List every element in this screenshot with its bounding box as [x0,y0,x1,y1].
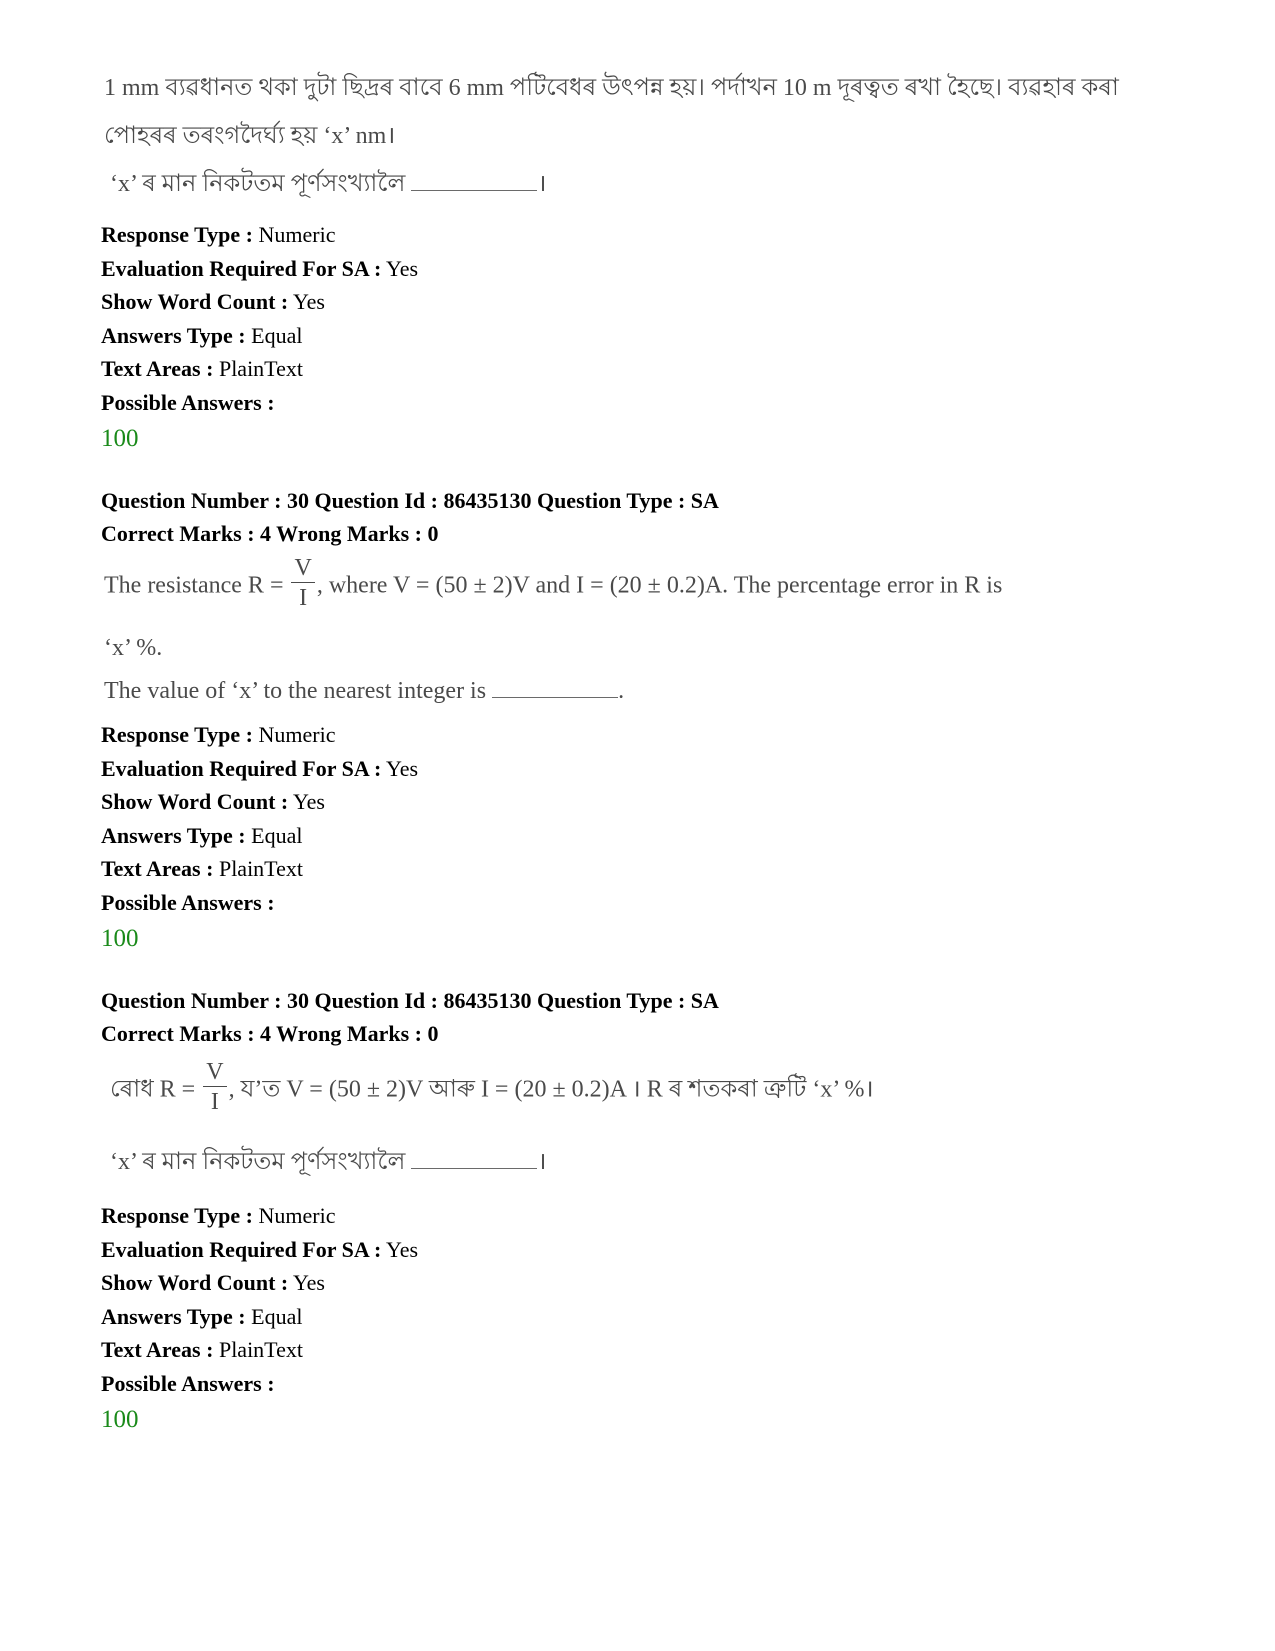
question-text-line: ‘x’ ৰ মান নিকটতম পূৰ্ণসংখ্যালৈ । [110,171,547,197]
evaluation-required-row: Evaluation Required For SA : Yes [101,255,419,281]
question-metadata [101,1199,418,1438]
question-text-line: The value of ‘x’ to the nearest integer is . [104,678,625,704]
question-header [101,984,719,1050]
question-text-line: 1 mm ব্যৱধানত থকা দুটা ছিদ্ৰৰ বাবে 6 mm পটিবেধৰ উৎপন্ন হয়। পৰ্দাখন 10 m দূৰত্বত ৰখা হৈছে। ব্যৱহাৰ কৰা [104,75,1119,101]
possible-answer-value: 100 [101,1406,139,1433]
answer-blank [411,1150,537,1169]
question-number-line: Question Number : 30 Question Id : 86435130 Question Type : SA [101,988,719,1013]
show-word-count-row: Show Word Count : Yes [101,289,325,314]
question-number-line: Question Number : 30 Question Id : 86435130 Question Type : SA [101,488,719,513]
answers-type-row: Answers Type : Equal [101,822,303,848]
possible-answers-row: Possible Answers : [101,889,275,915]
text-areas-row: Text Areas : PlainText [101,1337,303,1362]
possible-answer-value: 100 [101,925,139,952]
question-header [101,484,719,550]
marks-line: Correct Marks : 4 Wrong Marks : 0 [101,521,439,546]
response-type-row: Response Type : Numeric [101,1203,336,1228]
text-areas-row: Text Areas : PlainText [101,356,303,381]
text-areas-row: Text Areas : PlainText [101,856,303,881]
show-word-count-row: Show Word Count : Yes [101,1270,325,1295]
question-text-line: ‘x’ %. [104,635,163,661]
question-text-line: ৰোধ R = $\frac{V}{I}$ , য’ত V = (50 ± 2)V আৰু I = (20 ± 0.2)A । R ৰ শতকৰা ত্ৰুটি ‘x’ %। [110,1059,874,1115]
show-word-count-row: Show Word Count : Yes [101,789,325,814]
answer-blank [492,679,618,698]
question-text-line: The resistance R = $\frac{V}{I}$ , where V = (50 ± 2)V and I = (20 ± 0.2)A. The percentage error in R is [104,555,1003,611]
answers-type-row: Answers Type : Equal [101,1303,303,1329]
possible-answer-value: 100 [101,425,139,452]
answer-blank [411,172,537,191]
marks-line: Correct Marks : 4 Wrong Marks : 0 [101,1021,439,1046]
possible-answers-row: Possible Answers : [101,389,275,415]
answers-type-row: Answers Type : Equal [101,322,303,348]
question-metadata [101,218,418,457]
question-text-line: পোহৰৰ তৰংগদৈৰ্ঘ্য হয় ‘x’ nm। [104,123,396,149]
question-text-line: ‘x’ ৰ মান নিকটতম পূৰ্ণসংখ্যালৈ । [110,1149,547,1175]
fraction-v-over-i: $\frac{V}{I}$ [203,1060,226,1114]
response-type-row: Response Type : Numeric [101,722,336,747]
possible-answers-row: Possible Answers : [101,1370,275,1396]
fraction-v-over-i: $\frac{V}{I}$ [291,556,314,610]
response-type-row: Response Type : Numeric [101,222,336,247]
question-metadata [101,718,418,957]
evaluation-required-row: Evaluation Required For SA : Yes [101,755,419,781]
evaluation-required-row: Evaluation Required For SA : Yes [101,1236,419,1262]
